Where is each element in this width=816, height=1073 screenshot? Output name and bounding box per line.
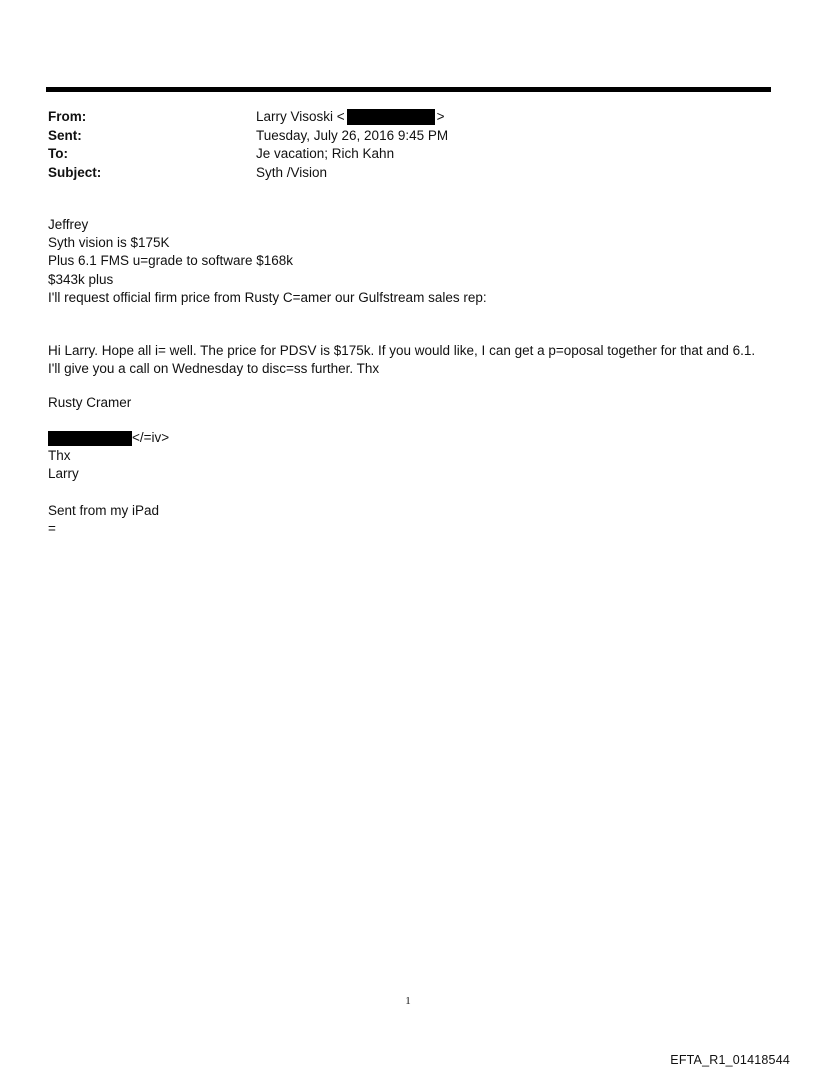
from-label: From: <box>48 109 87 124</box>
document-id: EFTA_R1_01418544 <box>670 1053 790 1067</box>
quoted-message <box>48 342 768 378</box>
from-row <box>48 108 748 127</box>
signature-name: Rusty Cramer <box>48 395 132 410</box>
from-name: Larry Visoski < <box>256 109 345 124</box>
closing-block <box>48 429 768 484</box>
email-header <box>48 108 748 182</box>
to-value: Je vacation; Rich Kahn <box>256 146 395 161</box>
trailing-line: = <box>48 521 56 537</box>
closing-line: Thx <box>48 448 71 464</box>
body-line: $343k plus <box>48 271 114 287</box>
to-label: To: <box>48 146 68 161</box>
quoted-line: I'll give you a call on Wednesday to disc=ss further. Thx <box>48 361 380 377</box>
redacted-text <box>48 431 132 446</box>
from-close: > <box>436 109 445 124</box>
redacted-line <box>48 429 768 447</box>
sent-from-line: Sent from my iPad <box>48 503 160 518</box>
subject-row <box>48 164 748 183</box>
subject-value: Syth /Vision <box>256 164 328 180</box>
body-line: Syth vision is $175K <box>48 235 170 251</box>
sent-from-block <box>48 502 768 538</box>
subject-label: Subject: <box>48 164 102 180</box>
message-paragraph <box>48 216 768 307</box>
body-line: Jeffrey <box>48 217 89 232</box>
redacted-email <box>347 109 435 125</box>
sent-value: Tuesday, July 26, 2016 9:45 PM <box>256 127 449 143</box>
sent-row <box>48 127 748 146</box>
redacted-suffix: </=iv> <box>132 430 170 445</box>
sent-label: Sent: <box>48 127 82 143</box>
signature-block <box>48 394 768 412</box>
from-value <box>256 108 445 127</box>
quoted-line: Hi Larry. Hope all i= well. The price for PDSV is $175k. If you would like, I can get a p=oposal together for that and 6.1. <box>48 343 756 358</box>
body-line: I'll request official firm price from Rusty C=amer our Gulfstream sales rep: <box>48 289 487 305</box>
body-line: Plus 6.1 FMS u=grade to software $168k <box>48 253 294 269</box>
closing-line: Larry <box>48 466 79 482</box>
to-row <box>48 145 748 164</box>
header-divider <box>46 87 771 92</box>
page-number: 1 <box>405 995 411 1007</box>
